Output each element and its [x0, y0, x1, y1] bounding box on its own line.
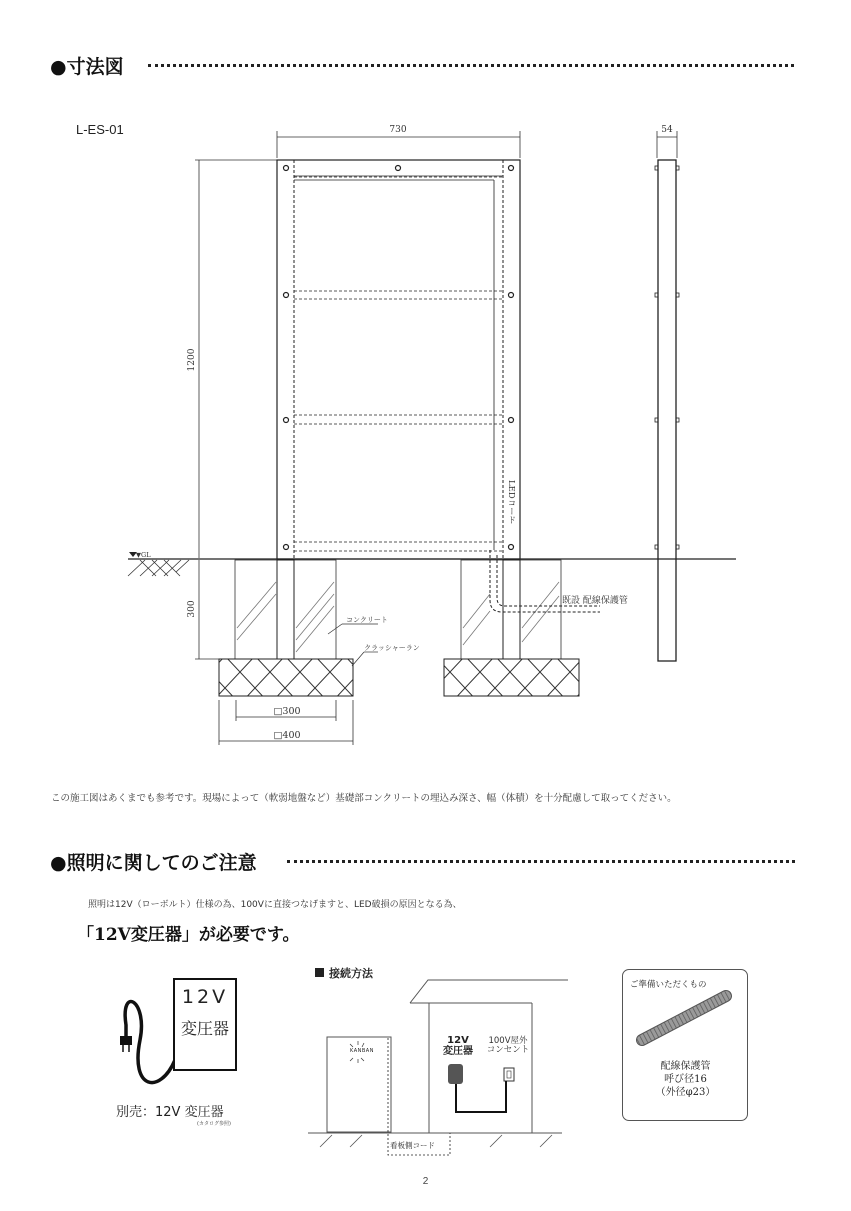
crusher-run-label: クラッシャーラン	[364, 644, 420, 652]
dim-width-line	[277, 131, 520, 158]
dim-depth-below-line	[195, 560, 219, 659]
section-title-dimensions: ●寸法図	[50, 56, 124, 78]
transformer-caption-sub: (カタログ参照)	[197, 1121, 231, 1127]
dim-400-label: □400	[273, 730, 301, 741]
connection-title: 接続方法	[329, 967, 373, 980]
section-title-lighting: ●照明に関してのご注意	[50, 852, 257, 874]
dim-height-label: 1200	[187, 348, 197, 372]
lighting-note: 照明は12V（ローボルト）仕様の為、100Vに直接つなげますと、LED破損の原因となる為、	[88, 900, 462, 910]
construction-note: この施工図はあくまでも参考です。現場によって（軟弱地盤など）基礎部コンクリートの埋込み深さ、幅（体積）を十分配慮して取ってください。	[51, 793, 677, 804]
connection-outlet-label-line2: コンセント	[486, 1045, 530, 1055]
gl-label: ▼GL	[136, 551, 151, 559]
page-number: 2	[422, 1176, 429, 1187]
model-label: L-ES-01	[76, 122, 124, 137]
connection-outlet-label-line1: 100V屋外	[488, 1036, 528, 1046]
dim-width-label: 730	[389, 125, 407, 135]
existing-conduit-label: 既設 配線保護管	[562, 596, 628, 606]
connection-transformer-label-line1: 12V	[447, 1035, 469, 1046]
transformer-box-line1: 12V	[181, 986, 229, 1008]
dim-depth-below-label: 300	[187, 600, 197, 618]
led-cord-label: LEDコード	[506, 480, 516, 525]
connection-diagram	[300, 975, 570, 1160]
prepare-item-name: 配線保護管	[660, 1061, 711, 1072]
left-footing	[219, 560, 353, 696]
ground-hatch	[128, 560, 189, 576]
sign-cord-label: 看板側コード	[390, 1141, 435, 1150]
concrete-label: コンクリート	[346, 616, 388, 624]
connection-transformer-label	[435, 1035, 481, 1057]
prepare-title: ご準備いただくもの	[630, 980, 707, 990]
conduit-pipe-illustration	[632, 988, 737, 1046]
dim-depth-label: 54	[661, 125, 673, 135]
transformer-box-line2: 変圧器	[180, 1019, 229, 1038]
prepare-item-outer: （外径φ23）	[655, 1087, 716, 1098]
sign-panel	[277, 160, 520, 559]
right-footing	[444, 550, 600, 696]
lighting-emphasis: 「12V変圧器」が必要です。	[77, 925, 300, 945]
connection-outlet-label	[482, 1037, 534, 1055]
transformer-caption: 別売：12V 変圧器	[116, 1105, 224, 1120]
kanban-text: KANBAN	[350, 1048, 374, 1054]
side-view	[655, 131, 679, 661]
heading-dotted-rule-2	[287, 860, 795, 863]
connection-transformer-label-line2: 変圧器	[443, 1046, 473, 1057]
dim-300-label: □300	[273, 706, 301, 717]
prepare-item-size: 呼び径16	[664, 1074, 707, 1085]
dim-height-line	[195, 160, 277, 558]
prepare-item-text	[622, 1060, 749, 1099]
